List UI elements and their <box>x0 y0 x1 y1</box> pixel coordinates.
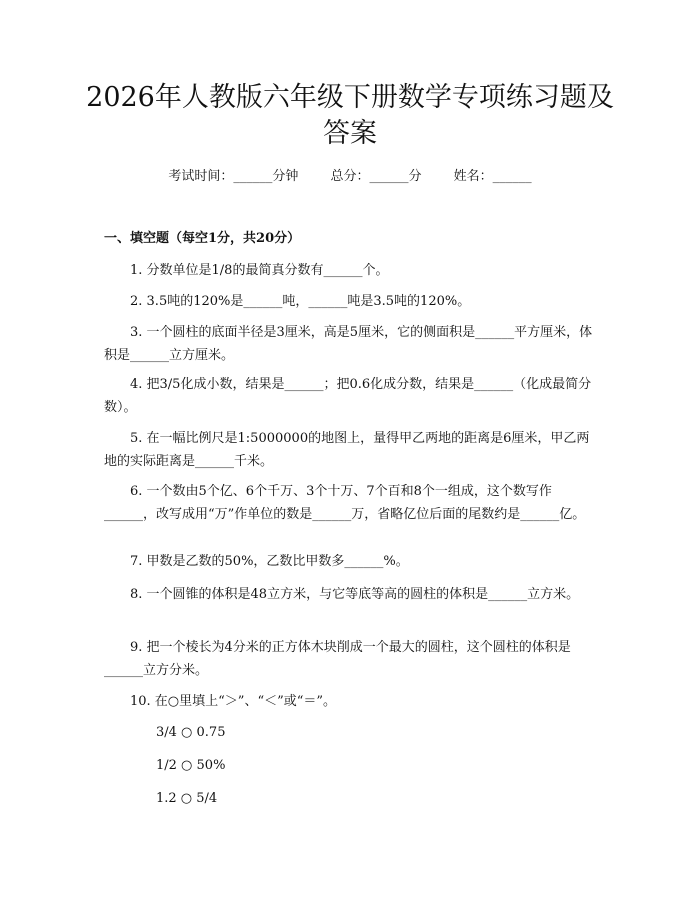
comparison-item-1: 3/4 ○ 0.75 <box>156 725 226 740</box>
question-10: 10. 在○里填上“＞”、“＜”或“＝”。 <box>130 694 337 709</box>
document-title <box>60 80 640 152</box>
section-heading-fill-in: 一、填空题（每空1分，共20分） <box>104 231 301 246</box>
question-5: 5. 在一幅比例尺是1:5000000的地图上，量得甲乙两地的距离是6厘米，甲乙两地的实际距离是______千米。 <box>104 431 590 469</box>
question-8: 8. 一个圆锥的体积是48立方米，与它等底等高的圆柱的体积是______立方米。 <box>130 587 580 602</box>
total-score-field: 总分：______分 <box>330 169 422 184</box>
title-line-2: 答案 <box>323 118 377 149</box>
question-1: 1. 分数单位是1/8的最简真分数有______个。 <box>130 263 389 278</box>
exam-time-field: 考试时间：______分钟 <box>168 169 299 184</box>
comparison-item-3: 1.2 ○ 5/4 <box>156 791 218 806</box>
student-name-field: 姓名：______ <box>453 169 532 184</box>
question-6: 6. 一个数由5个亿、6个千万、3个十万、7个百和8个一组成，这个数写作______，改写成用“万”作单位的数是______万，省略亿位后面的尾数约是______亿。 <box>104 484 586 522</box>
title-line-1: 2026年人教版六年级下册数学专项练习题及 <box>86 82 614 113</box>
comparison-item-2: 1/2 ○ 50% <box>156 758 226 773</box>
question-4: 4. 把3/5化成小数，结果是______；把0.6化成分数，结果是______（化成最简分数）。 <box>104 377 592 415</box>
question-7: 7. 甲数是乙数的50%，乙数比甲数多______%。 <box>130 554 409 569</box>
exam-info-row <box>0 167 700 187</box>
question-9: 9. 把一个棱长为4分米的正方体木块削成一个最大的圆柱，这个圆柱的体积是______立方分米。 <box>104 640 571 678</box>
question-3: 3. 一个圆柱的底面半径是3厘米，高是5厘米，它的侧面积是______平方厘米，体积是______立方厘米。 <box>104 325 593 363</box>
question-2: 2. 3.5吨的120%是______吨，______吨是3.5吨的120%。 <box>130 294 471 309</box>
